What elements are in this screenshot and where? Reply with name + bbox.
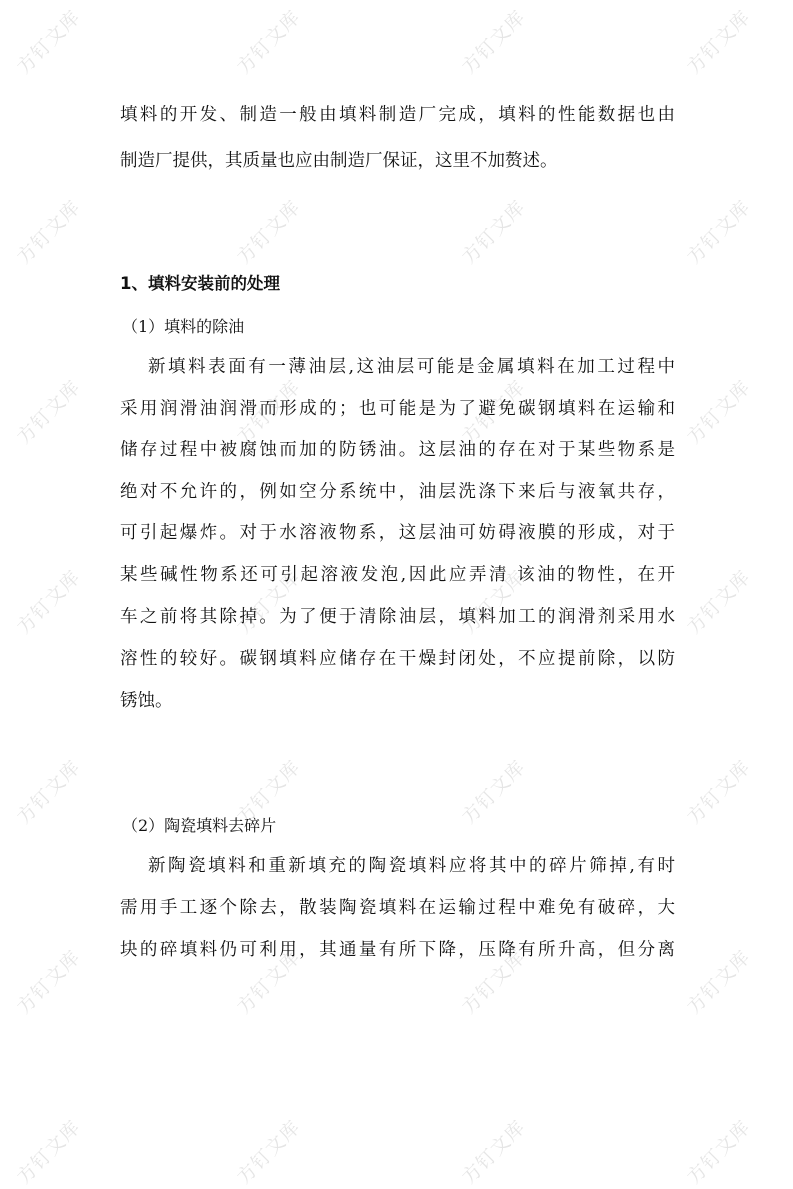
watermark-text: 方钉文库 (232, 946, 305, 1019)
watermark-text: 方钉文库 (682, 376, 755, 449)
watermark-text: 方钉文库 (682, 6, 755, 79)
paragraph-1-line-8: 溶性的较好。碳钢填料应储存在干燥封闭处，不应提前除，以防 (120, 649, 675, 669)
paragraph-1-line-2: 采用润滑油润滑而形成的；也可能是为了避免碳钢填料在运输和 (120, 399, 675, 419)
paragraph-1-line-3: 储存过程中被腐蚀而加的防锈油。这层油的存在对于某些物系是 (120, 440, 675, 460)
watermark-text: 方钉文库 (12, 566, 85, 639)
watermark-text: 方钉文库 (457, 1116, 530, 1189)
watermark-text: 方钉文库 (12, 376, 85, 449)
watermark-text: 方钉文库 (232, 376, 305, 449)
watermark-text: 方钉文库 (12, 6, 85, 79)
paragraph-1-line-1: 新填料表面有一薄油层,这油层可能是金属填料在加工过程中 (148, 357, 675, 377)
watermark-text: 方钉文库 (12, 196, 85, 269)
watermark-text: 方钉文库 (232, 6, 305, 79)
watermark-text: 方钉文库 (457, 946, 530, 1019)
paragraph-2-line-1: 新陶瓷填料和重新填充的陶瓷填料应将其中的碎片筛掉,有时 (148, 856, 675, 876)
watermark-text: 方钉文库 (232, 196, 305, 269)
section-heading: 1、填料安装前的处理 (120, 274, 280, 293)
subsection-title-1: （1）填料的除油 (122, 317, 245, 336)
watermark-text: 方钉文库 (232, 756, 305, 829)
paragraph-2-line-3: 块的碎填料仍可利用，其通量有所下降，压降有所升高，但分离 (120, 940, 675, 960)
watermark-text: 方钉文库 (682, 566, 755, 639)
watermark-text: 方钉文库 (12, 1116, 85, 1189)
watermark-text: 方钉文库 (12, 946, 85, 1019)
watermark-text: 方钉文库 (682, 196, 755, 269)
watermark-text: 方钉文库 (12, 756, 85, 829)
paragraph-2-line-2: 需用手工逐个除去，散装陶瓷填料在运输过程中难免有破碎，大 (120, 898, 675, 918)
watermark-text: 方钉文库 (457, 566, 530, 639)
watermark-text: 方钉文库 (232, 1116, 305, 1189)
watermark-text: 方钉文库 (232, 566, 305, 639)
paragraph-1-line-4: 绝对不允许的，例如空分系统中，油层洗涤下来后与液氧共存， (120, 482, 675, 502)
intro-line-1: 填料的开发、制造一般由填料制造厂完成，填料的性能数据也由 (120, 105, 675, 125)
intro-line-2: 制造厂提供，其质量也应由制造厂保证，这里不加赘述。 (120, 151, 558, 171)
watermark-text: 方钉文库 (457, 6, 530, 79)
watermark-text: 方钉文库 (682, 946, 755, 1019)
watermark-text: 方钉文库 (682, 1116, 755, 1189)
subsection-title-2: （2）陶瓷填料去碎片 (122, 816, 277, 835)
watermark-text: 方钉文库 (682, 756, 755, 829)
paragraph-1-line-7: 车之前将其除掉。为了便于清除油层，填料加工的润滑剂采用水 (120, 607, 675, 627)
watermark-text: 方钉文库 (457, 376, 530, 449)
watermark-text: 方钉文库 (457, 196, 530, 269)
paragraph-1-line-5: 可引起爆炸。对于水溶液物系，这层油可妨碍液膜的形成，对于 (120, 523, 675, 543)
paragraph-1-line-9: 锈蚀。 (120, 691, 173, 711)
watermark-text: 方钉文库 (457, 756, 530, 829)
paragraph-1-line-6: 某些碱性物系还可引起溶液发泡,因此应弄清 该油的物性，在开 (120, 565, 675, 585)
